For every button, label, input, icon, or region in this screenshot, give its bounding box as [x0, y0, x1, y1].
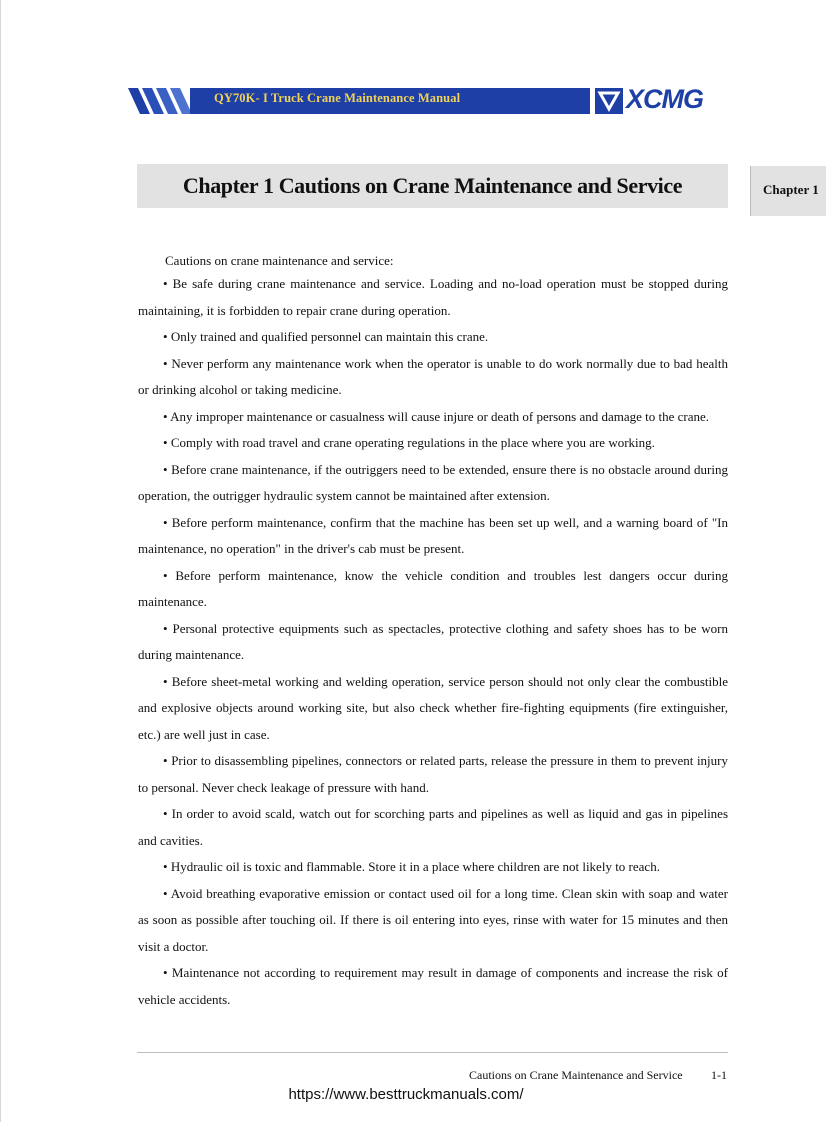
logo-text: XCMG	[626, 84, 703, 114]
caution-item	[138, 271, 728, 324]
body-content	[138, 253, 728, 1013]
bullet-icon: •	[163, 567, 168, 583]
footer-divider	[137, 1052, 728, 1053]
caution-list	[138, 271, 728, 1013]
caution-item	[138, 854, 728, 881]
page-edge	[0, 0, 1, 1122]
caution-item	[138, 324, 728, 351]
caution-item	[138, 616, 728, 669]
chapter-tab	[750, 166, 826, 216]
source-url: https://www.besttruckmanuals.com/	[288, 1086, 524, 1103]
caution-text: Never perform any maintenance work when the operator is unable to do work normally due to bad health or drinking alcohol or taking medicine.	[138, 355, 729, 397]
caution-item	[138, 351, 728, 404]
bullet-icon: •	[163, 753, 168, 768]
logo-chevron-icon	[595, 88, 623, 114]
caution-item	[138, 669, 728, 749]
caution-text: Comply with road travel and crane operating regulations in the place where you are working.	[170, 435, 655, 450]
caution-text: Be safe during crane maintenance and service. Loading and no-load operation must be stopped during maintaining, it is forbidden to repair crane during operation.	[138, 276, 729, 318]
bullet-icon: •	[163, 673, 168, 689]
caution-item	[138, 801, 728, 854]
caution-item	[138, 960, 728, 1013]
bullet-icon: •	[163, 329, 168, 344]
bullet-icon: •	[163, 806, 168, 821]
caution-item	[138, 430, 728, 457]
caution-item	[138, 457, 728, 510]
caution-text: Prior to disassembling pipelines, connectors or related parts, release the pressure in them to prevent injury to personal. Never check leakage of pressure with hand.	[138, 753, 729, 795]
caution-text: Before perform maintenance, confirm that the machine has been set up well, and a warning board of "In maintenance, no operation" in the driver's cab must be present.	[138, 514, 728, 556]
bullet-icon: •	[163, 435, 168, 450]
bullet-icon: •	[163, 408, 168, 424]
caution-text: Before perform maintenance, know the vehicle condition and troubles lest dangers occur during maintenance.	[138, 567, 728, 609]
bullet-icon: •	[163, 514, 168, 530]
bullet-icon: •	[163, 620, 168, 636]
caution-item	[138, 748, 728, 801]
caution-text: Any improper maintenance or casualness will cause injure or death of persons and damage to the crane.	[170, 408, 710, 424]
caution-item	[138, 563, 728, 616]
caution-text: Before sheet-metal working and welding operation, service person should not only clear the combustible and explosive objects around working site, but also check whether fire-fighting equipments (fire extinguisher, etc.) are well just in case.	[138, 673, 729, 742]
bullet-icon: •	[163, 965, 168, 980]
footer-section-title: Cautions on Crane Maintenance and Service	[469, 1068, 683, 1082]
caution-item	[138, 404, 728, 431]
bullet-icon: •	[163, 355, 168, 371]
caution-text: Maintenance not according to requirement may result in damage of components and increase the risk of vehicle accidents.	[138, 965, 729, 1007]
logo-emblem-icon	[595, 88, 623, 114]
caution-item	[138, 881, 728, 961]
xcmg-logo	[595, 86, 729, 116]
bullet-icon: •	[163, 859, 168, 874]
chapter-title-box	[137, 164, 728, 208]
bullet-icon: •	[163, 461, 168, 477]
caution-item	[138, 510, 728, 563]
caution-text: Before crane maintenance, if the outriggers need to be extended, ensure there is no obstacle around during operation, the outrigger hydraulic system cannot be maintained after extension.	[138, 461, 728, 503]
manual-title: QY70K- I Truck Crane Maintenance Manual	[214, 91, 461, 105]
caution-text: Avoid breathing evaporative emission or contact used oil for a long time. Clean skin with soap and water as soon as possible after touching oil. If there is oil entering into eyes, rinse with water for 15 minutes and then visit a doctor.	[138, 885, 728, 954]
caution-text: Only trained and qualified personnel can maintain this crane.	[170, 329, 489, 344]
caution-text: Hydraulic oil is toxic and flammable. Store it in a place where children are not likely to reach.	[170, 859, 660, 874]
bullet-icon: •	[163, 276, 168, 291]
intro-text: Cautions on crane maintenance and service:	[165, 253, 394, 268]
page-number: 1-1	[711, 1068, 727, 1082]
caution-text: In order to avoid scald, watch out for scorching parts and pipelines as well as liquid and gas in pipelines and cavities.	[138, 806, 729, 848]
chapter-title: Chapter 1 Cautions on Crane Maintenance and Service	[182, 173, 683, 198]
chapter-tab-label: Chapter 1	[763, 182, 819, 197]
bullet-icon: •	[163, 885, 168, 901]
caution-text: Personal protective equipments such as spectacles, protective clothing and safety shoes has to be worn during maintenance.	[138, 620, 728, 662]
manual-header	[128, 86, 728, 116]
